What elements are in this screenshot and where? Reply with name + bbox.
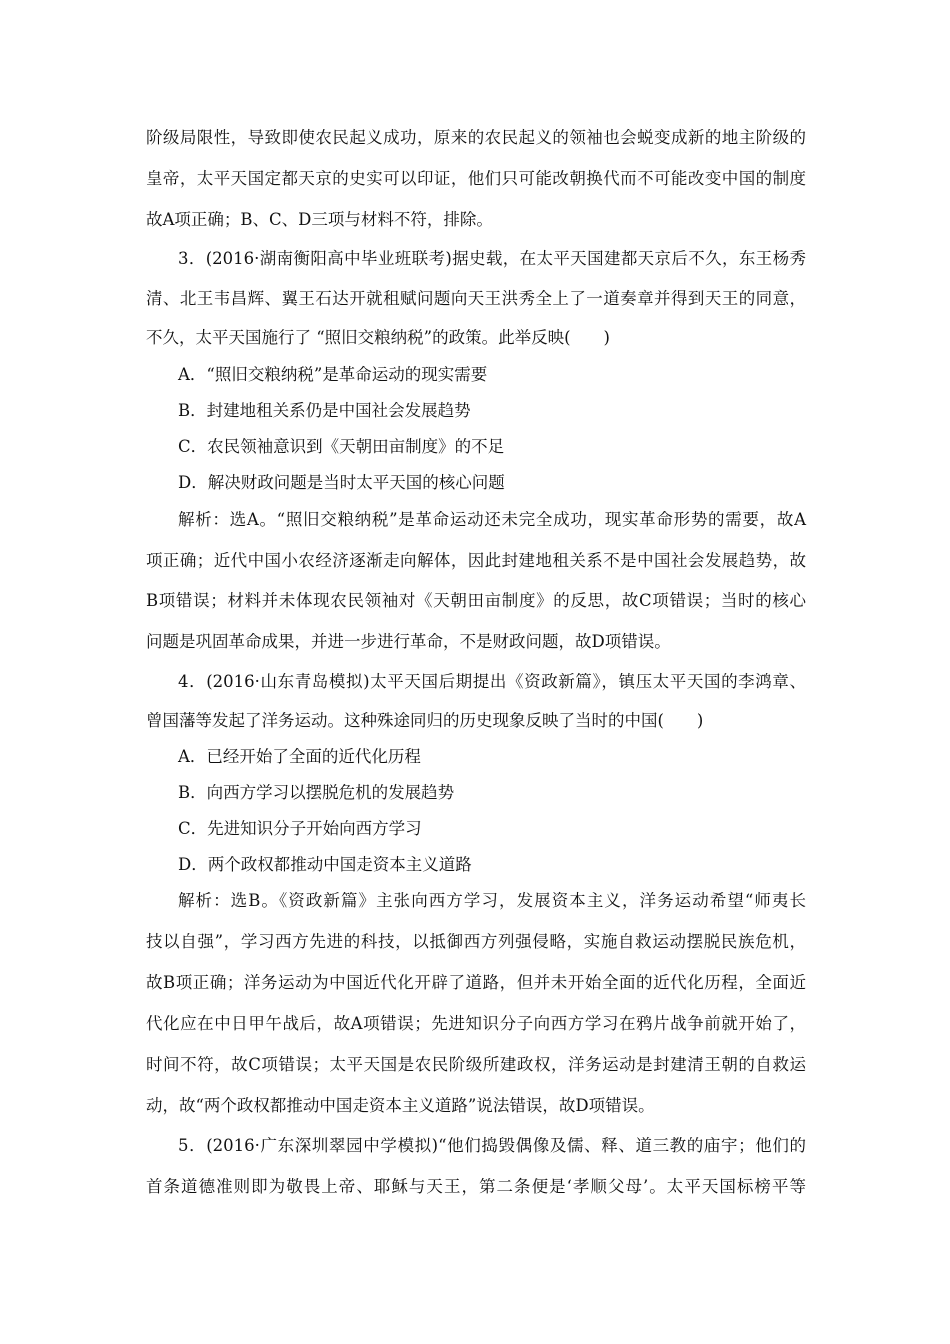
option-d: D．两个政权都推动中国走资本主义道路	[178, 855, 472, 874]
text-line: 故A项正确；B、C、D三项与材料不符，排除。	[146, 210, 493, 229]
question-3-line: 3．(2016·湖南衡阳高中毕业班联考)据史载，在太平天国建都天京后不久，东王杨秀	[178, 249, 806, 268]
answer-4-line: 解析：选B。《资政新篇》主张向西方学习，发展资本主义，洋务运动希望“师夷长	[178, 891, 806, 910]
answer-4-line: 技以自强”，学习西方先进的科技，以抵御西方列强侵略，实施自救运动摆脱民族危机，	[146, 932, 806, 951]
answer-3-line: B项错误；材料并未体现农民领袖对《天朝田亩制度》的反思，故C项错误；当时的核心	[146, 591, 806, 610]
option-a: A．已经开始了全面的近代化历程	[178, 747, 421, 766]
question-5-line: 首条道德准则即为敬畏上帝、耶稣与天王，第二条便是‘孝顺父母’。太平天国标榜平等	[146, 1177, 806, 1196]
option-c: C．农民领袖意识到《天朝田亩制度》的不足	[178, 437, 505, 456]
option-d: D．解决财政问题是当时太平天国的核心问题	[178, 473, 505, 492]
answer-3-line: 问题是巩固革命成果，并进一步进行革命，不是财政问题，故D项错误。	[146, 632, 671, 651]
question-3-line: 清、北王韦昌辉、翼王石达开就租赋问题向天王洪秀全上了一道奏章并得到天王的同意，	[146, 289, 806, 308]
option-c: C．先进知识分子开始向西方学习	[178, 819, 422, 838]
question-3-line: 不久，太平天国施行了 “照旧交粮纳税”的政策。此举反映( )	[146, 328, 610, 347]
question-4-line: 4．(2016·山东青岛模拟)太平天国后期提出《资政新篇》，镇压太平天国的李鸿章、	[178, 672, 806, 691]
text-line: 阶级局限性，导致即使农民起义成功，原来的农民起义的领袖也会蜕变成新的地主阶级的	[146, 128, 806, 147]
option-a: A．“照旧交粮纳税”是革命运动的现实需要	[178, 365, 488, 384]
question-5-line: 5．(2016·广东深圳翠园中学模拟)“他们捣毁偶像及儒、释、道三教的庙宇；他们的	[178, 1136, 806, 1155]
answer-4-line: 时间不符，故C项错误；太平天国是农民阶级所建政权，洋务运动是封建清王朝的自救运	[146, 1055, 806, 1074]
answer-4-line: 代化应在中日甲午战后，故A项错误；先进知识分子向西方学习在鸦片战争前就开始了，	[146, 1014, 806, 1033]
answer-3-line: 解析：选A。“照旧交粮纳税”是革命运动还未完全成功，现实革命形势的需要，故A	[178, 510, 806, 529]
answer-4-line: 故B项正确；洋务运动为中国近代化开辟了道路，但并未开始全面的近代化历程，全面近	[146, 973, 806, 992]
answer-4-line: 动，故“两个政权都推动中国走资本主义道路”说法错误，故D项错误。	[146, 1096, 655, 1115]
option-b: B．向西方学习以摆脱危机的发展趋势	[178, 783, 455, 802]
answer-3-line: 项正确；近代中国小农经济逐渐走向解体，因此封建地租关系不是中国社会发展趋势，故	[146, 551, 806, 570]
question-4-line: 曾国藩等发起了洋务运动。这种殊途同归的历史现象反映了当时的中国( )	[146, 711, 704, 730]
text-line: 皇帝，太平天国定都天京的史实可以印证，他们只可能改朝换代而不可能改变中国的制度	[146, 169, 806, 188]
option-b: B．封建地租关系仍是中国社会发展趋势	[178, 401, 471, 420]
